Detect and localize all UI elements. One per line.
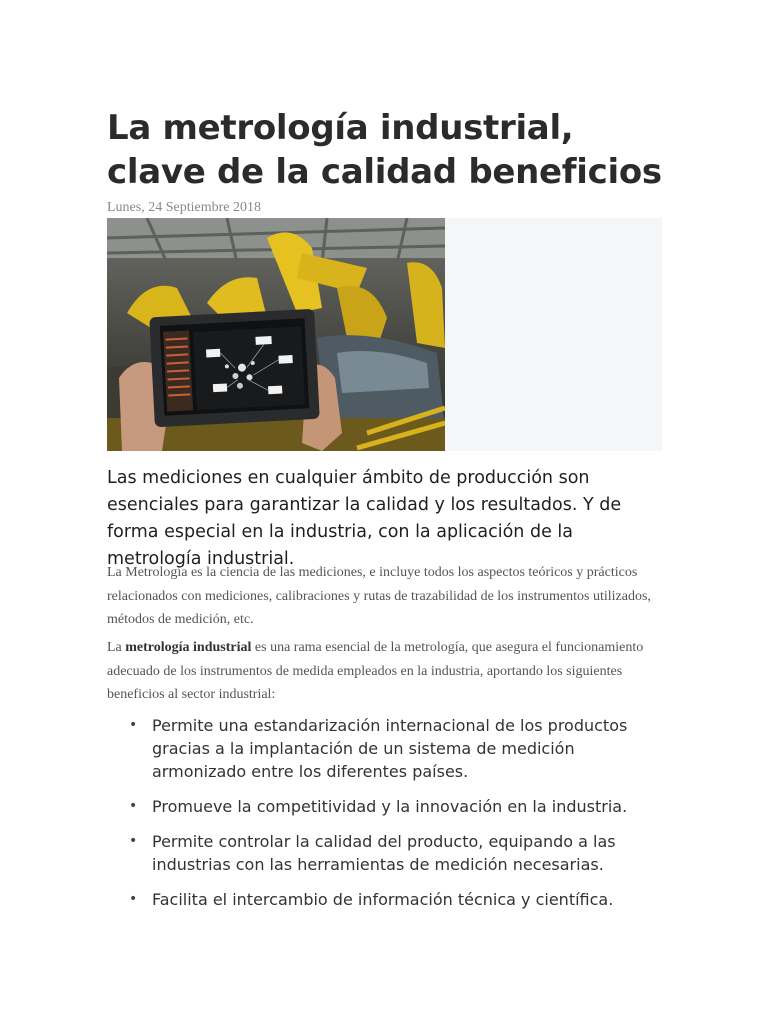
paragraph2-bold-term: metrología industrial bbox=[125, 640, 252, 655]
bullet-icon: • bbox=[129, 891, 138, 907]
body-paragraph-2 bbox=[107, 636, 662, 707]
article-date: Lunes, 24 Septiembre 2018 bbox=[107, 200, 261, 215]
list-item-text: Promueve la competitividad y la innovación en la industria. bbox=[152, 797, 628, 816]
bullet-icon: • bbox=[129, 717, 138, 733]
list-item-text: Permite controlar la calidad del producto, equipando a las industrias con las herramientas de medición necesarias. bbox=[152, 832, 616, 874]
lead-paragraph: Las mediciones en cualquier ámbito de producción son esenciales para garantizar la calidad y los resultados. Y de forma especial en la industria, con la aplicación de la metrología industrial. bbox=[107, 468, 622, 569]
benefits-list bbox=[107, 714, 667, 923]
list-item bbox=[107, 888, 667, 911]
article-title: La metrología industrial, clave de la calidad beneficios bbox=[107, 108, 662, 192]
paragraph2-prefix: La bbox=[107, 640, 126, 655]
list-item bbox=[107, 714, 667, 783]
industrial-robots-tablet-photo bbox=[107, 218, 445, 451]
paragraph2-rest: es una rama esencial de la metrología, que asegura el funcionamiento adecuado de los instrumentos de medida empleados en la industria, aportando los siguientes beneficios al sector industrial: bbox=[107, 640, 644, 702]
list-item bbox=[107, 795, 667, 818]
list-item-text: Facilita el intercambio de información técnica y científica. bbox=[152, 890, 614, 909]
bullet-icon: • bbox=[129, 798, 138, 814]
list-item-text: Permite una estandarización internacional de los productos gracias a la implantación de un sistema de medición armonizado entre los diferentes países. bbox=[152, 716, 628, 781]
body-paragraph-1: La Metrología es la ciencia de las mediciones, e incluye todos los aspectos teóricos y prácticos relacionados con mediciones, calibraciones y rutas de trazabilidad de los instrumentos utilizados, métodos de medición, etc. bbox=[107, 565, 651, 627]
list-item bbox=[107, 830, 667, 876]
bullet-icon: • bbox=[129, 833, 138, 849]
hero-image-container bbox=[107, 218, 662, 451]
photo-illustration bbox=[107, 218, 445, 451]
